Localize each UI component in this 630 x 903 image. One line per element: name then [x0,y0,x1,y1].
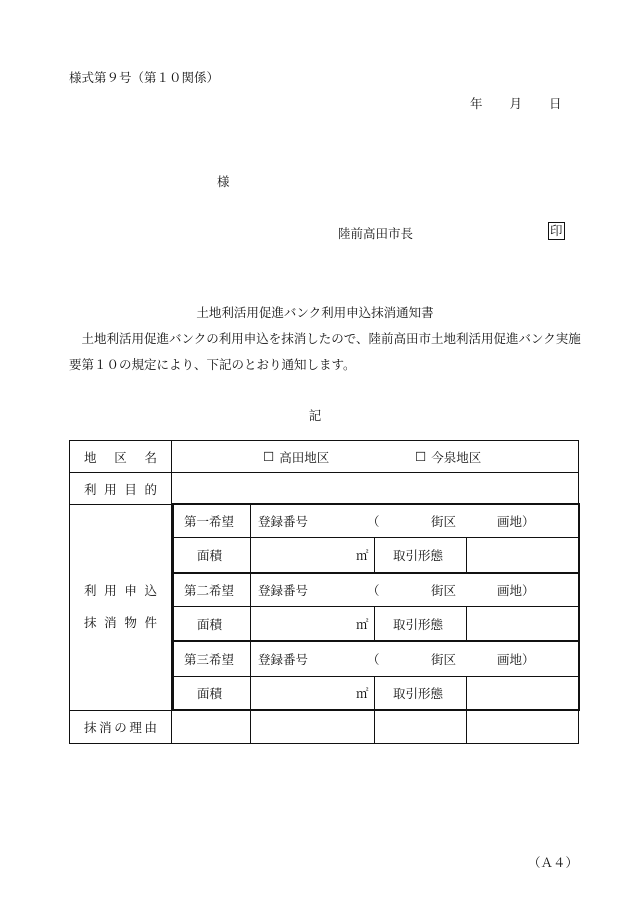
choice-1-trade-label: 取引形態 [393,548,444,563]
choice-2-gaiku: 街区 [431,583,457,598]
form-number: 様式第９号（第１０関係） [69,70,220,85]
choice-1-kakuchi: 画地） [497,514,535,529]
choice-3-kakuchi: 画地） [497,652,535,667]
choice-3-gaiku: 街区 [431,652,457,667]
district-label: 地 区 名 [84,449,157,465]
rule [172,503,174,711]
checkbox-takata[interactable]: ☐ [263,449,275,464]
property-label-line1: 利 用 申 込 [84,583,157,598]
choice-1-reg-label: 登録番号 [258,514,309,529]
choice-2-trade-label: 取引形態 [393,616,444,632]
choice-1-paren: （ [367,514,380,529]
choice-3-area-label: 面積 [197,686,223,701]
rule [374,537,375,573]
document-title: 土地利活用促進バンク利用申込抹消通知書 [196,305,434,320]
issuer-name: 陸前高田市長 [338,226,414,241]
seal-mark: 印 [550,223,563,238]
ki-heading: 記 [308,408,322,423]
choice-2-reg-label: 登録番号 [258,583,309,598]
choice-3-area-unit: ㎡ [356,686,369,701]
rule [578,503,580,711]
rule [374,606,375,641]
reason-field[interactable] [172,711,578,743]
purpose-label: 利 用 目 的 [84,481,157,497]
reason-label: 抹 消 の 理 由 [84,720,157,735]
choice-2-paren: （ [367,583,380,598]
choice-1-area-label: 面積 [197,548,223,563]
choice-1-label: 第一希望 [184,514,235,529]
choice-3-trade-label: 取引形態 [393,686,444,701]
district-option-takata[interactable]: ☐ 高田地区 [263,449,330,465]
choice-3-reg-label: 登録番号 [258,652,309,667]
choice-2-area-unit: ㎡ [356,616,369,632]
district-option-imaizumi[interactable]: ☐ 今泉地区 [415,449,482,465]
choice-3-trade-field[interactable] [467,677,578,709]
date-year: 年 [470,96,483,111]
choice-2-label: 第二希望 [184,583,235,598]
body-text: 土地利活用促進バンクの利用申込を抹消したので、陸前高田市土地利活用促進バンク実施要第１０の規定により、下記のとおり通知します。 [69,331,581,372]
paper-size-label: （Ａ４） [528,855,579,870]
choice-2-kakuchi: 画地） [497,583,535,598]
date-month: 月 [509,96,523,111]
rule [69,743,579,744]
rule [250,504,251,744]
property-label-line2: 抹 消 物 件 [84,615,157,630]
choice-1-trade-field[interactable] [467,538,578,572]
addressee-suffix: 様 [217,174,230,189]
choice-1-area-unit: ㎡ [356,548,369,563]
choice-3-paren: （ [367,652,380,667]
purpose-field[interactable] [172,473,578,504]
checkbox-imaizumi[interactable]: ☐ [415,449,427,464]
choice-2-area-label: 面積 [197,616,223,632]
choice-3-label: 第三希望 [184,652,235,667]
choice-1-gaiku: 街区 [431,514,457,529]
choice-2-trade-field[interactable] [467,607,578,640]
date-day: 日 [549,96,562,111]
